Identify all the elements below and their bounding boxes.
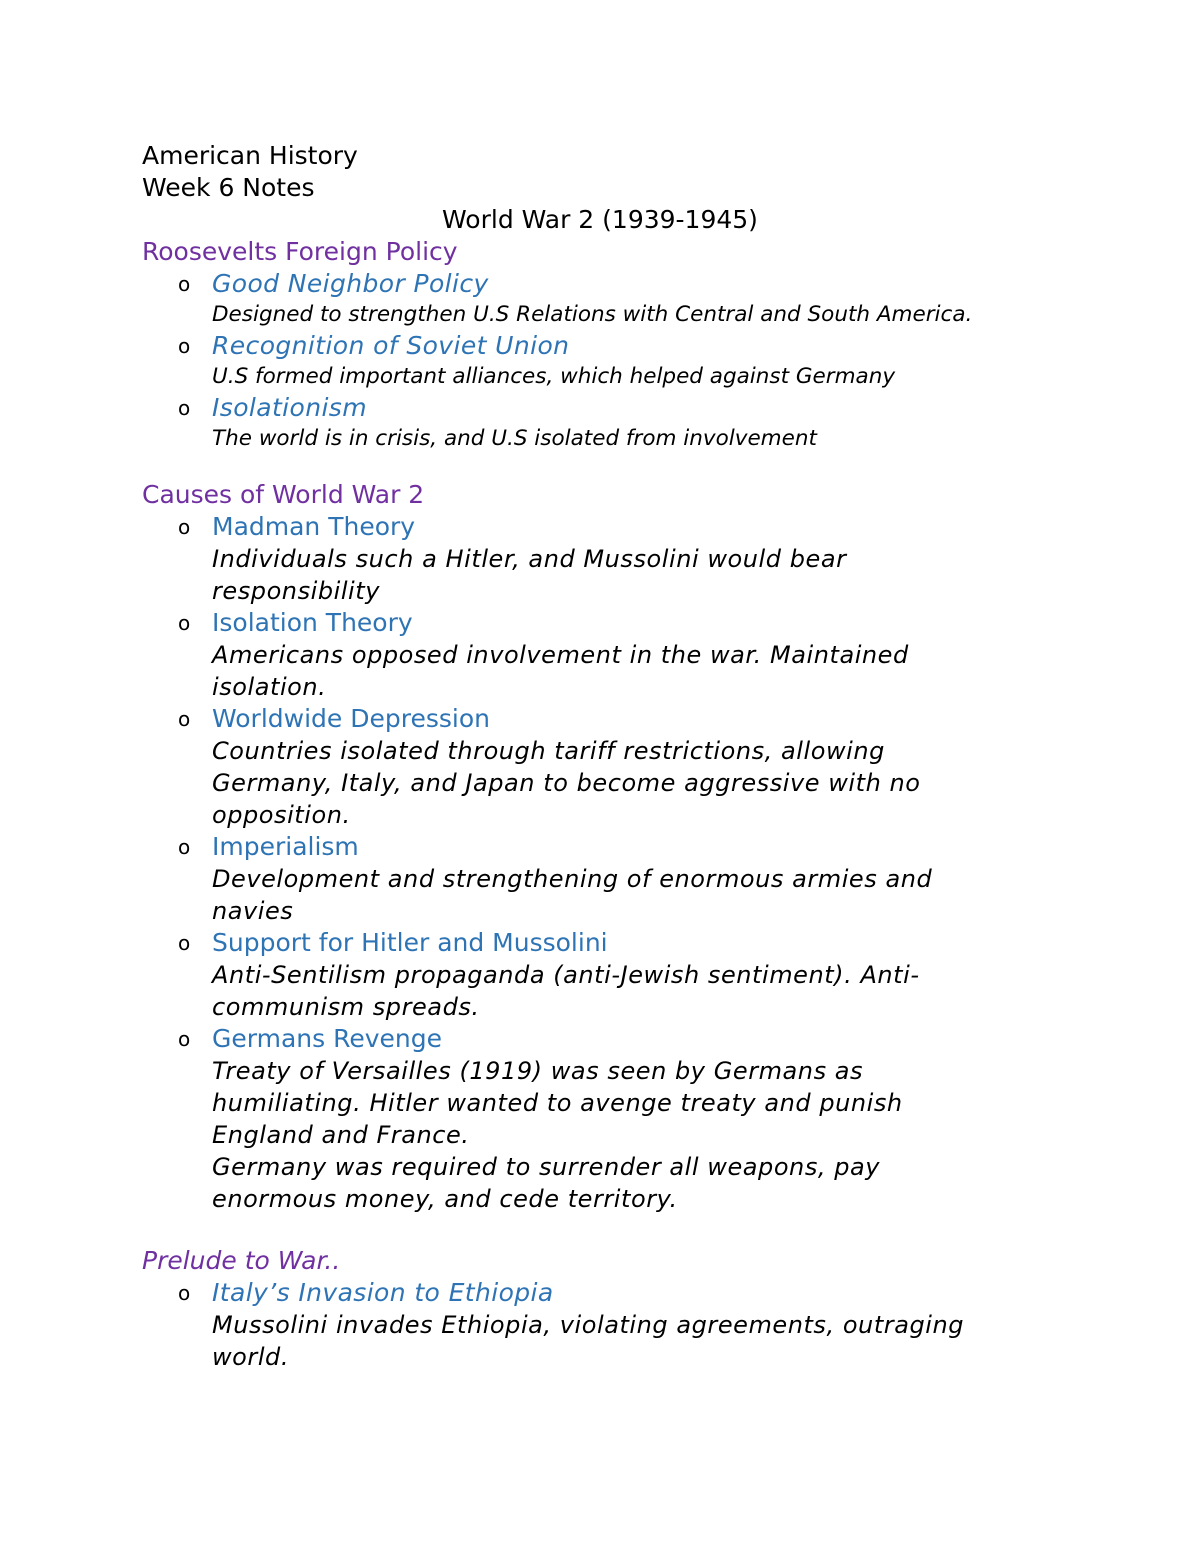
item-list: [142, 268, 1062, 454]
item-title: Germans Revenge: [212, 1024, 442, 1053]
course-name: American History: [142, 141, 358, 170]
bullet-icon: o: [178, 396, 191, 420]
list-item: [142, 927, 1062, 1023]
description-line: isolation.: [212, 673, 327, 701]
bullet-icon: o: [178, 835, 191, 859]
item-description: [212, 959, 1062, 1023]
description-line: enormous money, and cede territory.: [212, 1185, 678, 1213]
description-line: humiliating. Hitler wanted to avenge treaty and punish: [212, 1089, 903, 1117]
item-description: [212, 863, 1062, 927]
item-list: [142, 1277, 1062, 1373]
description-line: Individuals such a Hitler, and Mussolini would bear: [212, 545, 847, 573]
list-item: [142, 607, 1062, 703]
item-title: Good Neighbor Policy: [212, 269, 489, 298]
item-title: Support for Hitler and Mussolini: [212, 928, 608, 957]
description-line: navies: [212, 897, 294, 925]
item-title: Italy’s Invasion to Ethiopia: [212, 1278, 554, 1307]
item-description: U.S formed important alliances, which helped against Germany: [212, 364, 896, 389]
description-line: world.: [212, 1343, 290, 1371]
item-title: Isolationism: [212, 393, 367, 422]
description-line: Countries isolated through tariff restrictions, allowing: [212, 737, 885, 765]
description-line: responsibility: [212, 577, 380, 605]
item-description: The world is in crisis, and U.S isolated from involvement: [212, 426, 817, 451]
item-title: Madman Theory: [212, 512, 416, 541]
item-description: [212, 735, 1062, 831]
bullet-icon: o: [178, 707, 191, 731]
item-title: Worldwide Depression: [212, 704, 490, 733]
description-line: Americans opposed involvement in the war. Maintained: [212, 641, 909, 669]
item-title: Imperialism: [212, 832, 359, 861]
list-item: [142, 268, 1062, 330]
description-line: communism spreads.: [212, 993, 480, 1021]
list-item: [142, 831, 1062, 927]
item-title: Isolation Theory: [212, 608, 413, 637]
document-title: World War 2 (1939-1945): [442, 205, 758, 234]
item-description: [212, 639, 1062, 703]
list-item: [142, 703, 1062, 831]
description-line: England and France.: [212, 1121, 470, 1149]
item-title: Recognition of Soviet Union: [212, 331, 570, 360]
item-list: [142, 511, 1062, 1215]
description-line: opposition.: [212, 801, 351, 829]
document-page: [142, 140, 1062, 1373]
description-line: Mussolini invades Ethiopia, violating agreements, outraging: [212, 1311, 965, 1339]
section-heading: Prelude to War..: [142, 1246, 341, 1275]
section-foreign-policy: [142, 236, 1062, 454]
item-description: Designed to strengthen U.S Relations with Central and South America.: [212, 302, 973, 327]
item-description: [212, 543, 1062, 607]
bullet-icon: o: [178, 611, 191, 635]
list-item: [142, 1277, 1062, 1373]
bullet-icon: o: [178, 1027, 191, 1051]
list-item: [142, 330, 1062, 392]
section-causes: [142, 479, 1062, 1215]
list-item: [142, 1023, 1062, 1215]
bullet-icon: o: [178, 334, 191, 358]
description-line: Anti-Sentilism propaganda (anti-Jewish sentiment). Anti-: [212, 961, 920, 989]
section-prelude: [142, 1245, 1062, 1373]
list-item: [142, 392, 1062, 454]
list-item: [142, 511, 1062, 607]
section-heading: Causes of World War 2: [142, 480, 425, 509]
bullet-icon: o: [178, 931, 191, 955]
section-heading: Roosevelts Foreign Policy: [142, 237, 458, 266]
week-label: Week 6 Notes: [142, 173, 315, 202]
bullet-icon: o: [178, 1281, 191, 1305]
description-line: Treaty of Versailles (1919) was seen by Germans as: [212, 1057, 864, 1085]
item-description: [212, 1309, 1062, 1373]
bullet-icon: o: [178, 515, 191, 539]
item-description: [212, 1055, 1062, 1215]
description-line: Germany, Italy, and Japan to become aggressive with no: [212, 769, 921, 797]
description-line: Development and strengthening of enormous armies and: [212, 865, 933, 893]
description-line: Germany was required to surrender all weapons, pay: [212, 1153, 881, 1181]
bullet-icon: o: [178, 272, 191, 296]
